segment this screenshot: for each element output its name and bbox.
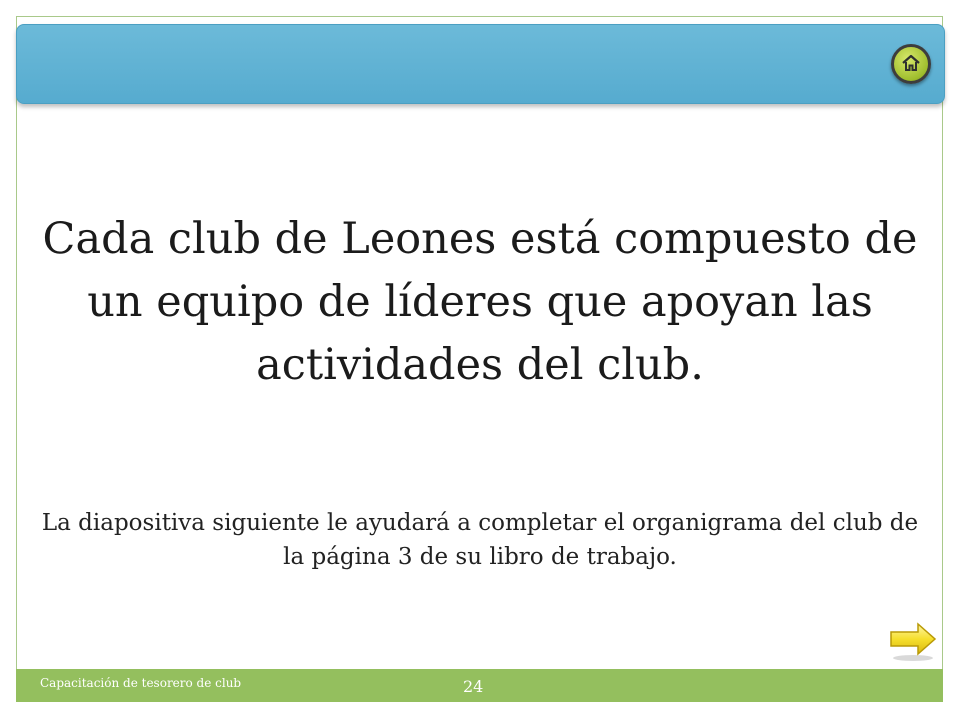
page-number: 24: [463, 677, 484, 696]
next-slide-button[interactable]: [888, 620, 938, 662]
arrow-right-icon: [888, 620, 938, 662]
footer-label: Capacitación de tesorero de club: [40, 676, 242, 690]
home-icon: [901, 53, 921, 73]
header-bar: [16, 24, 945, 104]
home-button[interactable]: [891, 44, 931, 84]
main-heading: Cada club de Leones está compuesto de un equipo de líderes que apoyan las actividades del club.: [42, 214, 918, 390]
sub-text: La diapositiva siguiente le ayudará a completar el organigrama del club de la página 3 de su libro de trabajo.: [41, 510, 919, 570]
